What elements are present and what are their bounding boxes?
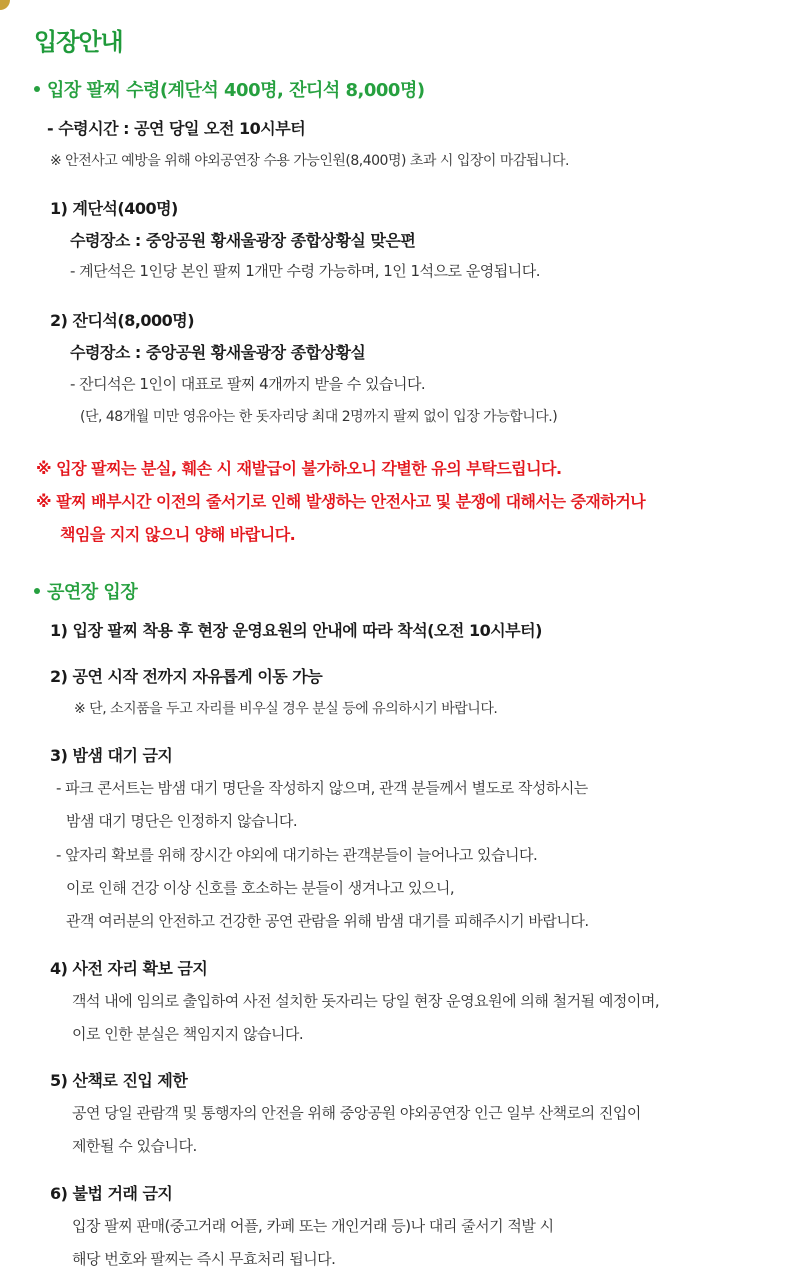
page-title: 입장안내 [34, 28, 123, 56]
item-grass-seat-note: (단, 48개월 미만 영유아는 한 돗자리당 최대 2명까지 팔찌 없이 입장 가능합니다.) [80, 409, 558, 425]
entry-item-2: 2) 공연 시작 전까지 자유롭게 이동 가능 [50, 667, 323, 686]
bullet-icon [34, 588, 40, 594]
entry-item-4-line2: 이로 인한 분실은 책임지지 않습니다. [72, 1025, 304, 1043]
item-stair-seat-title: 1) 계단석(400명) [50, 199, 178, 218]
item-stair-seat-desc: - 계단석은 1인당 본인 팔찌 1개만 수령 가능하며, 1인 1석으로 운영됩니다. [70, 262, 541, 280]
bullet-icon [34, 86, 40, 92]
entry-item-5-line2: 제한될 수 있습니다. [72, 1137, 197, 1155]
item-stair-seat-place: 수령장소 : 중앙공원 황새울광장 종합상황실 맞은편 [70, 231, 416, 250]
section-heading-text: 공연장 입장 [47, 582, 138, 603]
item-grass-seat-place: 수령장소 : 중앙공원 황새울광장 종합상황실 [70, 343, 366, 362]
entry-item-3-line2: 밤샘 대기 명단은 인정하지 않습니다. [66, 812, 298, 830]
entry-item-2-note: ※ 단, 소지품을 두고 자리를 비우실 경우 분실 등에 유의하시기 바랍니다. [74, 701, 498, 717]
entry-item-4-line1: 객석 내에 임의로 출입하여 사전 설치한 돗자리는 당일 현장 운영요원에 의해 철거될 예정이며, [72, 992, 660, 1010]
entry-item-1: 1) 입장 팔찌 착용 후 현장 운영요원의 안내에 따라 착석(오전 10시부터) [50, 621, 542, 640]
entry-item-5: 5) 산책로 진입 제한 [50, 1071, 188, 1090]
corner-decoration [0, 0, 10, 10]
entry-item-3-line1: - 파크 콘서트는 밤샘 대기 명단을 작성하지 않으며, 관객 분들께서 별도로 작성하시는 [56, 779, 588, 797]
entry-item-3-line5: 관객 여러분의 안전하고 건강한 공연 관람을 위해 밤샘 대기를 피해주시기 바랍니다. [66, 912, 589, 930]
entry-item-6-line2: 해당 번호와 팔찌는 즉시 무효처리 됩니다. [72, 1250, 336, 1268]
item-grass-seat-title: 2) 잔디석(8,000명) [50, 311, 195, 330]
entry-item-6-line1: 입장 팔찌 판매(중고거래 어플, 카페 또는 개인거래 등)나 대리 줄서기 적발 시 [72, 1217, 554, 1235]
item-grass-seat-desc: - 잔디석은 1인이 대표로 팔찌 4개까지 받을 수 있습니다. [70, 375, 426, 393]
section-heading-entry [34, 578, 137, 604]
section-heading-text: 입장 팔찌 수령(계단석 400명, 잔디석 8,000명) [47, 80, 425, 101]
entry-item-5-line1: 공연 당일 관람객 및 통행자의 안전을 위해 중앙공원 야외공연장 인근 일부 산책로의 진입이 [72, 1104, 641, 1122]
warning-reissue: ※ 입장 팔찌는 분실, 훼손 시 재발급이 불가하오니 각별한 유의 부탁드립니다. [36, 459, 562, 478]
entry-item-3: 3) 밤샘 대기 금지 [50, 746, 173, 765]
entry-item-3-line4: 이로 인해 건강 이상 신호를 호소하는 분들이 생겨나고 있으니, [66, 879, 455, 897]
warning-queue-line2: 책임을 지지 않으니 양해 바랍니다. [60, 525, 296, 544]
entry-item-3-line3: - 앞자리 확보를 위해 장시간 야외에 대기하는 관객분들이 늘어나고 있습니다. [56, 846, 538, 864]
pickup-time: - 수령시간 : 공연 당일 오전 10시부터 [47, 119, 306, 138]
capacity-note: ※ 안전사고 예방을 위해 야외공연장 수용 가능인원(8,400명) 초과 시 입장이 마감됩니다. [50, 153, 569, 169]
warning-queue-line1: ※ 팔찌 배부시간 이전의 줄서기로 인해 발생하는 안전사고 및 분쟁에 대해서는 중재하거나 [36, 492, 646, 511]
section-heading-wristband [34, 76, 425, 102]
entry-item-6: 6) 불법 거래 금지 [50, 1184, 173, 1203]
entry-item-4: 4) 사전 자리 확보 금지 [50, 959, 208, 978]
